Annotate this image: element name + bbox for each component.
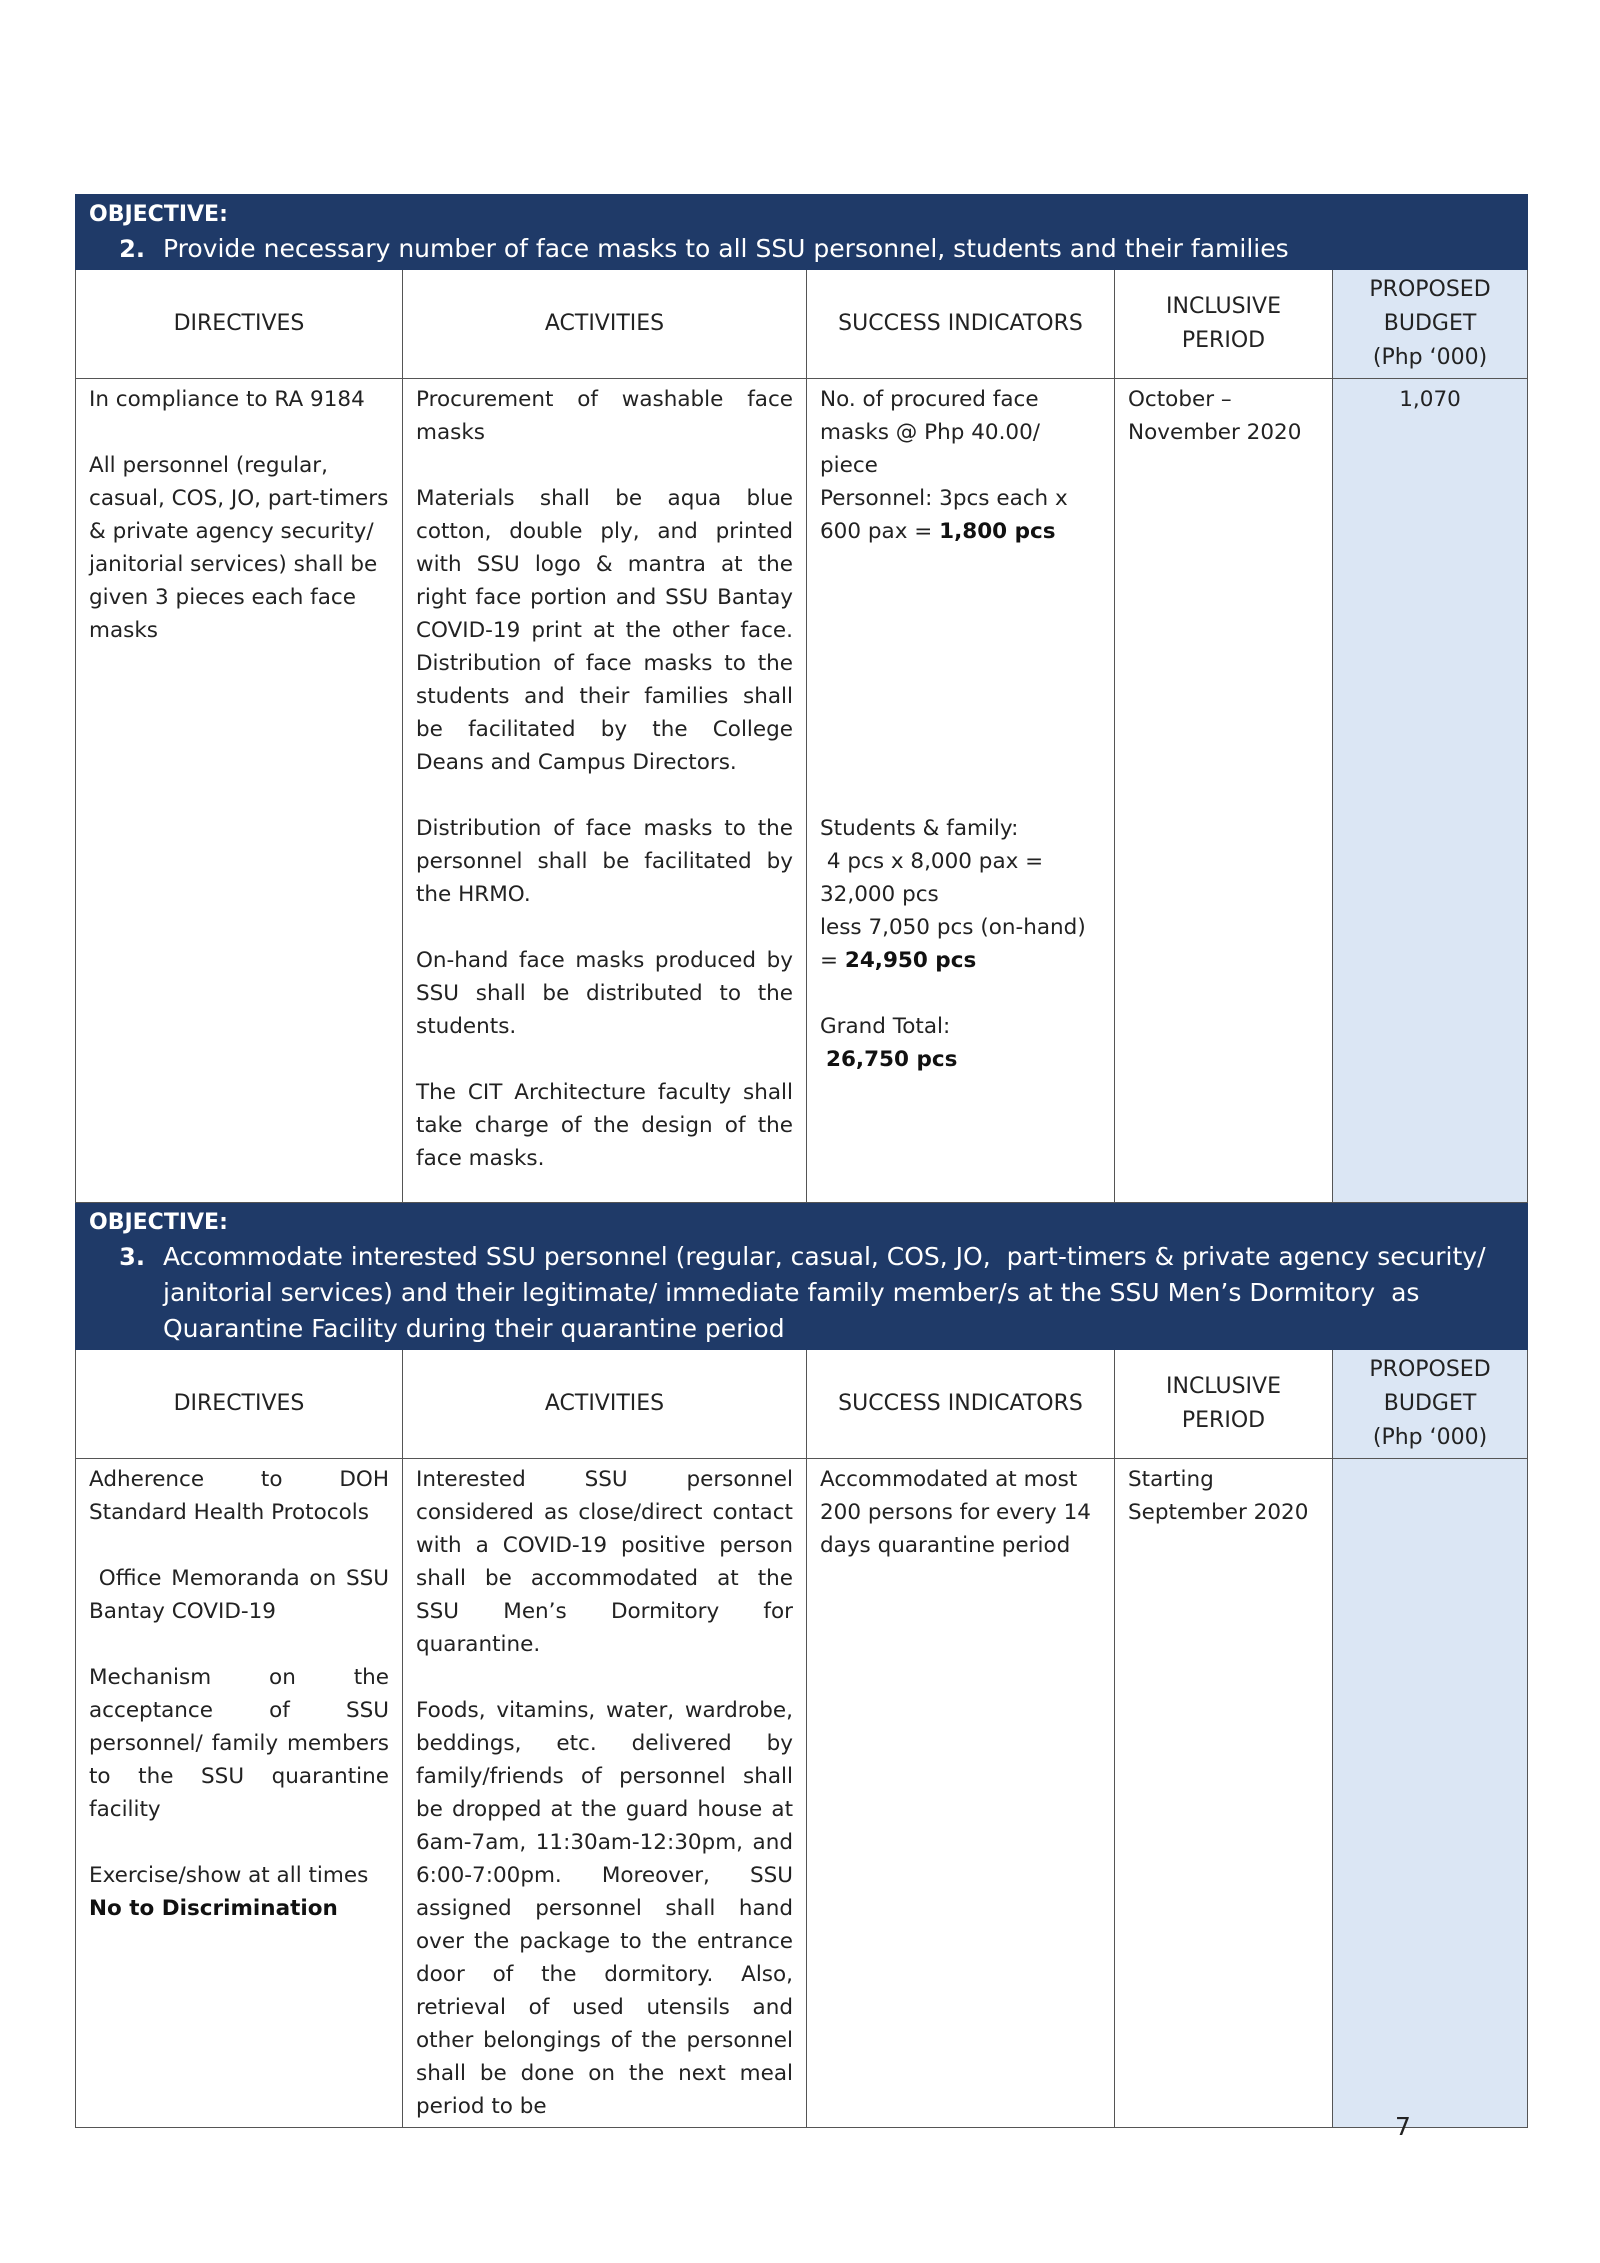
proposed-budget-cell: 1,070 <box>1333 379 1528 1203</box>
objective-number: 2. <box>119 235 145 263</box>
objective-text: Accommodate interested SSU personnel (regular, casual, COS, JO, part-timers & private agency security/ janitorial services) and their legitimate/ immediate family member/s at the SSU Men’s Dormitory as Quarantine Facility during their quarantine period <box>163 1242 1494 1343</box>
activities-cell: Procurement of washable face masks Materials shall be aqua blue cotton, double ply, and printed with SSU logo & mantra at the right face portion and SSU Bantay COVID-19 print at the other face. Distribution of face masks to the students and their families shall be facilitated by the College Deans and Campus Directors. Distribution of face masks to the personnel shall be facilitated by the HRMO. On-hand face masks produced by SSU shall be distributed to the students. The CIT Architecture faculty shall take charge of the design of the face masks. <box>403 379 807 1203</box>
header-directives: DIRECTIVES <box>76 1350 403 1459</box>
success-indicators-cell: Accommodated at most 200 persons for every 14 days quarantine period <box>807 1459 1115 2128</box>
activities-cell: Interested SSU personnel considered as close/direct contact with a COVID-19 positive person shall be accommodated at the SSU Men’s Dormitory for quarantine. Foods, vitamins, water, wardrobe, beddings, etc. delivered by family/friends of personnel shall be dropped at the guard house at 6am-7am, 11:30am-12:30pm, and 6:00-7:00pm. Moreover, SSU assigned personnel shall hand over the package to the entrance door of the dormitory. Also, retrieval of used utensils and other belongings of the personnel shall be done on the next meal period to be <box>403 1459 807 2128</box>
inclusive-period-cell: Starting September 2020 <box>1115 1459 1333 2128</box>
objective-text: Provide necessary number of face masks to all SSU personnel, students and their families <box>163 234 1289 263</box>
document-page <box>75 194 1527 2128</box>
objective-label: OBJECTIVE: <box>89 202 228 227</box>
objective-number: 3. <box>119 1243 145 1271</box>
directives-cell: Adherence to DOH Standard Health Protocols Office Memoranda on SSU Bantay COVID-19 Mechanism on the acceptance of SSU personnel/ family members to the SSU quarantine facility Exercise/show at all times No to Discrimination <box>76 1459 403 2128</box>
header-success-indicators: SUCCESS INDICATORS <box>807 270 1115 379</box>
success-indicators-cell: No. of procured face masks @ Php 40.00/ piece Personnel: 3pcs each x 600 pax = 1,800 pcs Students & family: 4 pcs x 8,000 pax = 32,000 pcs less 7,050 pcs (on-hand) = 24,950 pcs Grand Total: 26,750 pcs <box>807 379 1115 1203</box>
header-directives: DIRECTIVES <box>76 270 403 379</box>
header-activities: ACTIVITIES <box>403 1350 807 1459</box>
header-inclusive-period: INCLUSIVE PERIOD <box>1115 1350 1333 1459</box>
header-proposed-budget: PROPOSED BUDGET (Php ‘000) <box>1333 1350 1528 1459</box>
directives-cell: In compliance to RA 9184 All personnel (regular, casual, COS, JO, part-timers & private agency security/ janitorial services) shall be given 3 pieces each face masks <box>76 379 403 1203</box>
header-activities: ACTIVITIES <box>403 270 807 379</box>
objective-2-banner <box>76 195 1528 270</box>
inclusive-period-cell: October – November 2020 <box>1115 379 1333 1203</box>
objective-3-banner <box>76 1203 1528 1350</box>
proposed-budget-cell <box>1333 1459 1528 2128</box>
table-header-row <box>76 1350 1528 1459</box>
objective-label: OBJECTIVE: <box>89 1210 228 1235</box>
table-header-row <box>76 270 1528 379</box>
header-inclusive-period: INCLUSIVE PERIOD <box>1115 270 1333 379</box>
table-row <box>76 1459 1528 2128</box>
header-proposed-budget: PROPOSED BUDGET (Php ‘000) <box>1333 270 1528 379</box>
header-success-indicators: SUCCESS INDICATORS <box>807 1350 1115 1459</box>
page-number: 7 <box>1395 2112 1411 2141</box>
action-plan-table <box>75 194 1528 2128</box>
table-row <box>76 379 1528 1203</box>
